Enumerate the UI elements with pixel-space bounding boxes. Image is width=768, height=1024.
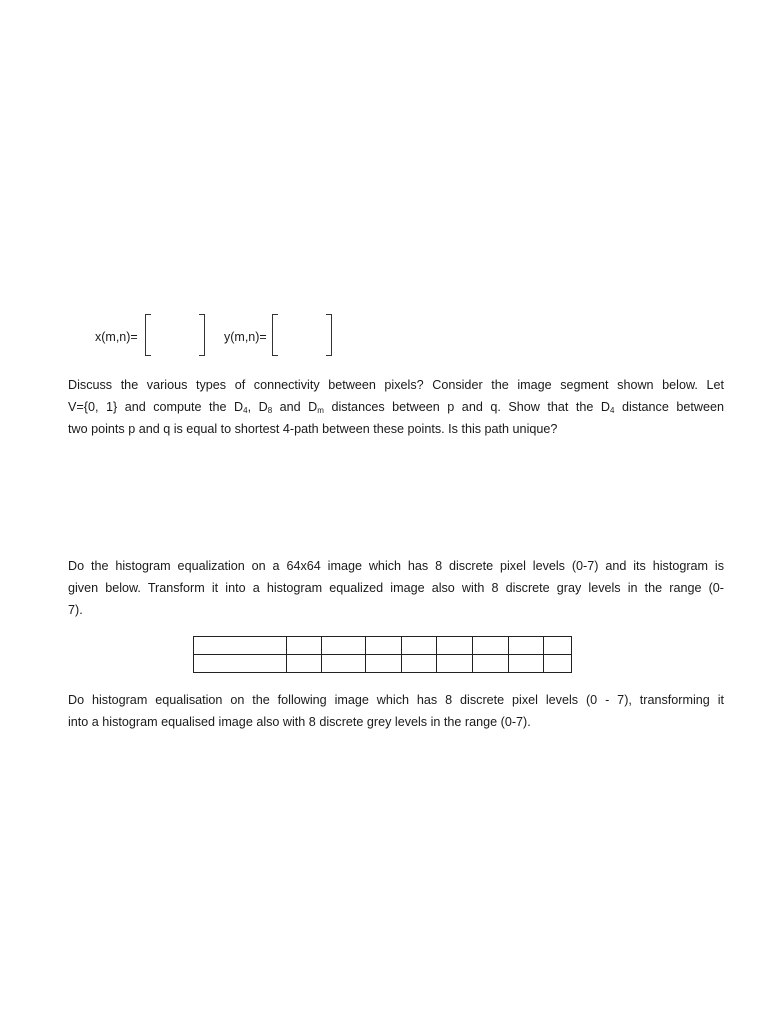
question-line: given below. Transform it into a histogram equalized image also with 8 discrete gray levels in the range (0- [68, 581, 724, 595]
question-line: Do histogram equalisation on the following image which has 8 discrete pixel levels (0 - 7), transforming it [68, 693, 724, 707]
table-cell [287, 655, 322, 673]
x-matrix-label: x(m,n)= [95, 330, 138, 344]
table-cell [473, 655, 509, 673]
table-row [194, 655, 572, 673]
y-matrix-left-bracket [272, 314, 278, 356]
table-cell [402, 637, 437, 655]
table-cell [509, 655, 544, 673]
table-cell [473, 637, 509, 655]
question-line: Do the histogram equalization on a 64x64 image which has 8 discrete pixel levels (0-7) and its histogram is [68, 559, 724, 573]
question-line: 7). [68, 603, 83, 617]
y-matrix-label: y(m,n)= [224, 330, 267, 344]
question-line: into a histogram equalised image also with 8 discrete grey levels in the range (0-7). [68, 715, 531, 729]
table-cell [287, 637, 322, 655]
connectivity-question [68, 374, 724, 440]
table-cell [544, 637, 572, 655]
x-matrix-left-bracket [145, 314, 151, 356]
histogram-equalisation-question [68, 689, 724, 733]
x-matrix-right-bracket [199, 314, 205, 356]
table-cell [544, 655, 572, 673]
question-line: two points p and q is equal to shortest 4-path between these points. Is this path unique? [68, 422, 558, 436]
histogram-equalization-question [68, 555, 724, 621]
question-line: V={0, 1} and compute the $D_4$, $D_8$ and $D_m$ distances between p and q. Show that the $D_4$ distance between [68, 400, 724, 415]
table-row [194, 637, 572, 655]
table-cell [322, 637, 366, 655]
y-matrix-right-bracket [326, 314, 332, 356]
table-cell [509, 637, 544, 655]
table-cell [437, 655, 473, 673]
question-line: Discuss the various types of connectivity between pixels? Consider the image segment shown below. Let [68, 378, 724, 392]
table-cell [194, 655, 287, 673]
table-cell [402, 655, 437, 673]
table-cell [437, 637, 473, 655]
table-cell [322, 655, 366, 673]
table-cell [366, 655, 402, 673]
table-cell [194, 637, 287, 655]
histogram-table [193, 636, 572, 673]
table-cell [366, 637, 402, 655]
